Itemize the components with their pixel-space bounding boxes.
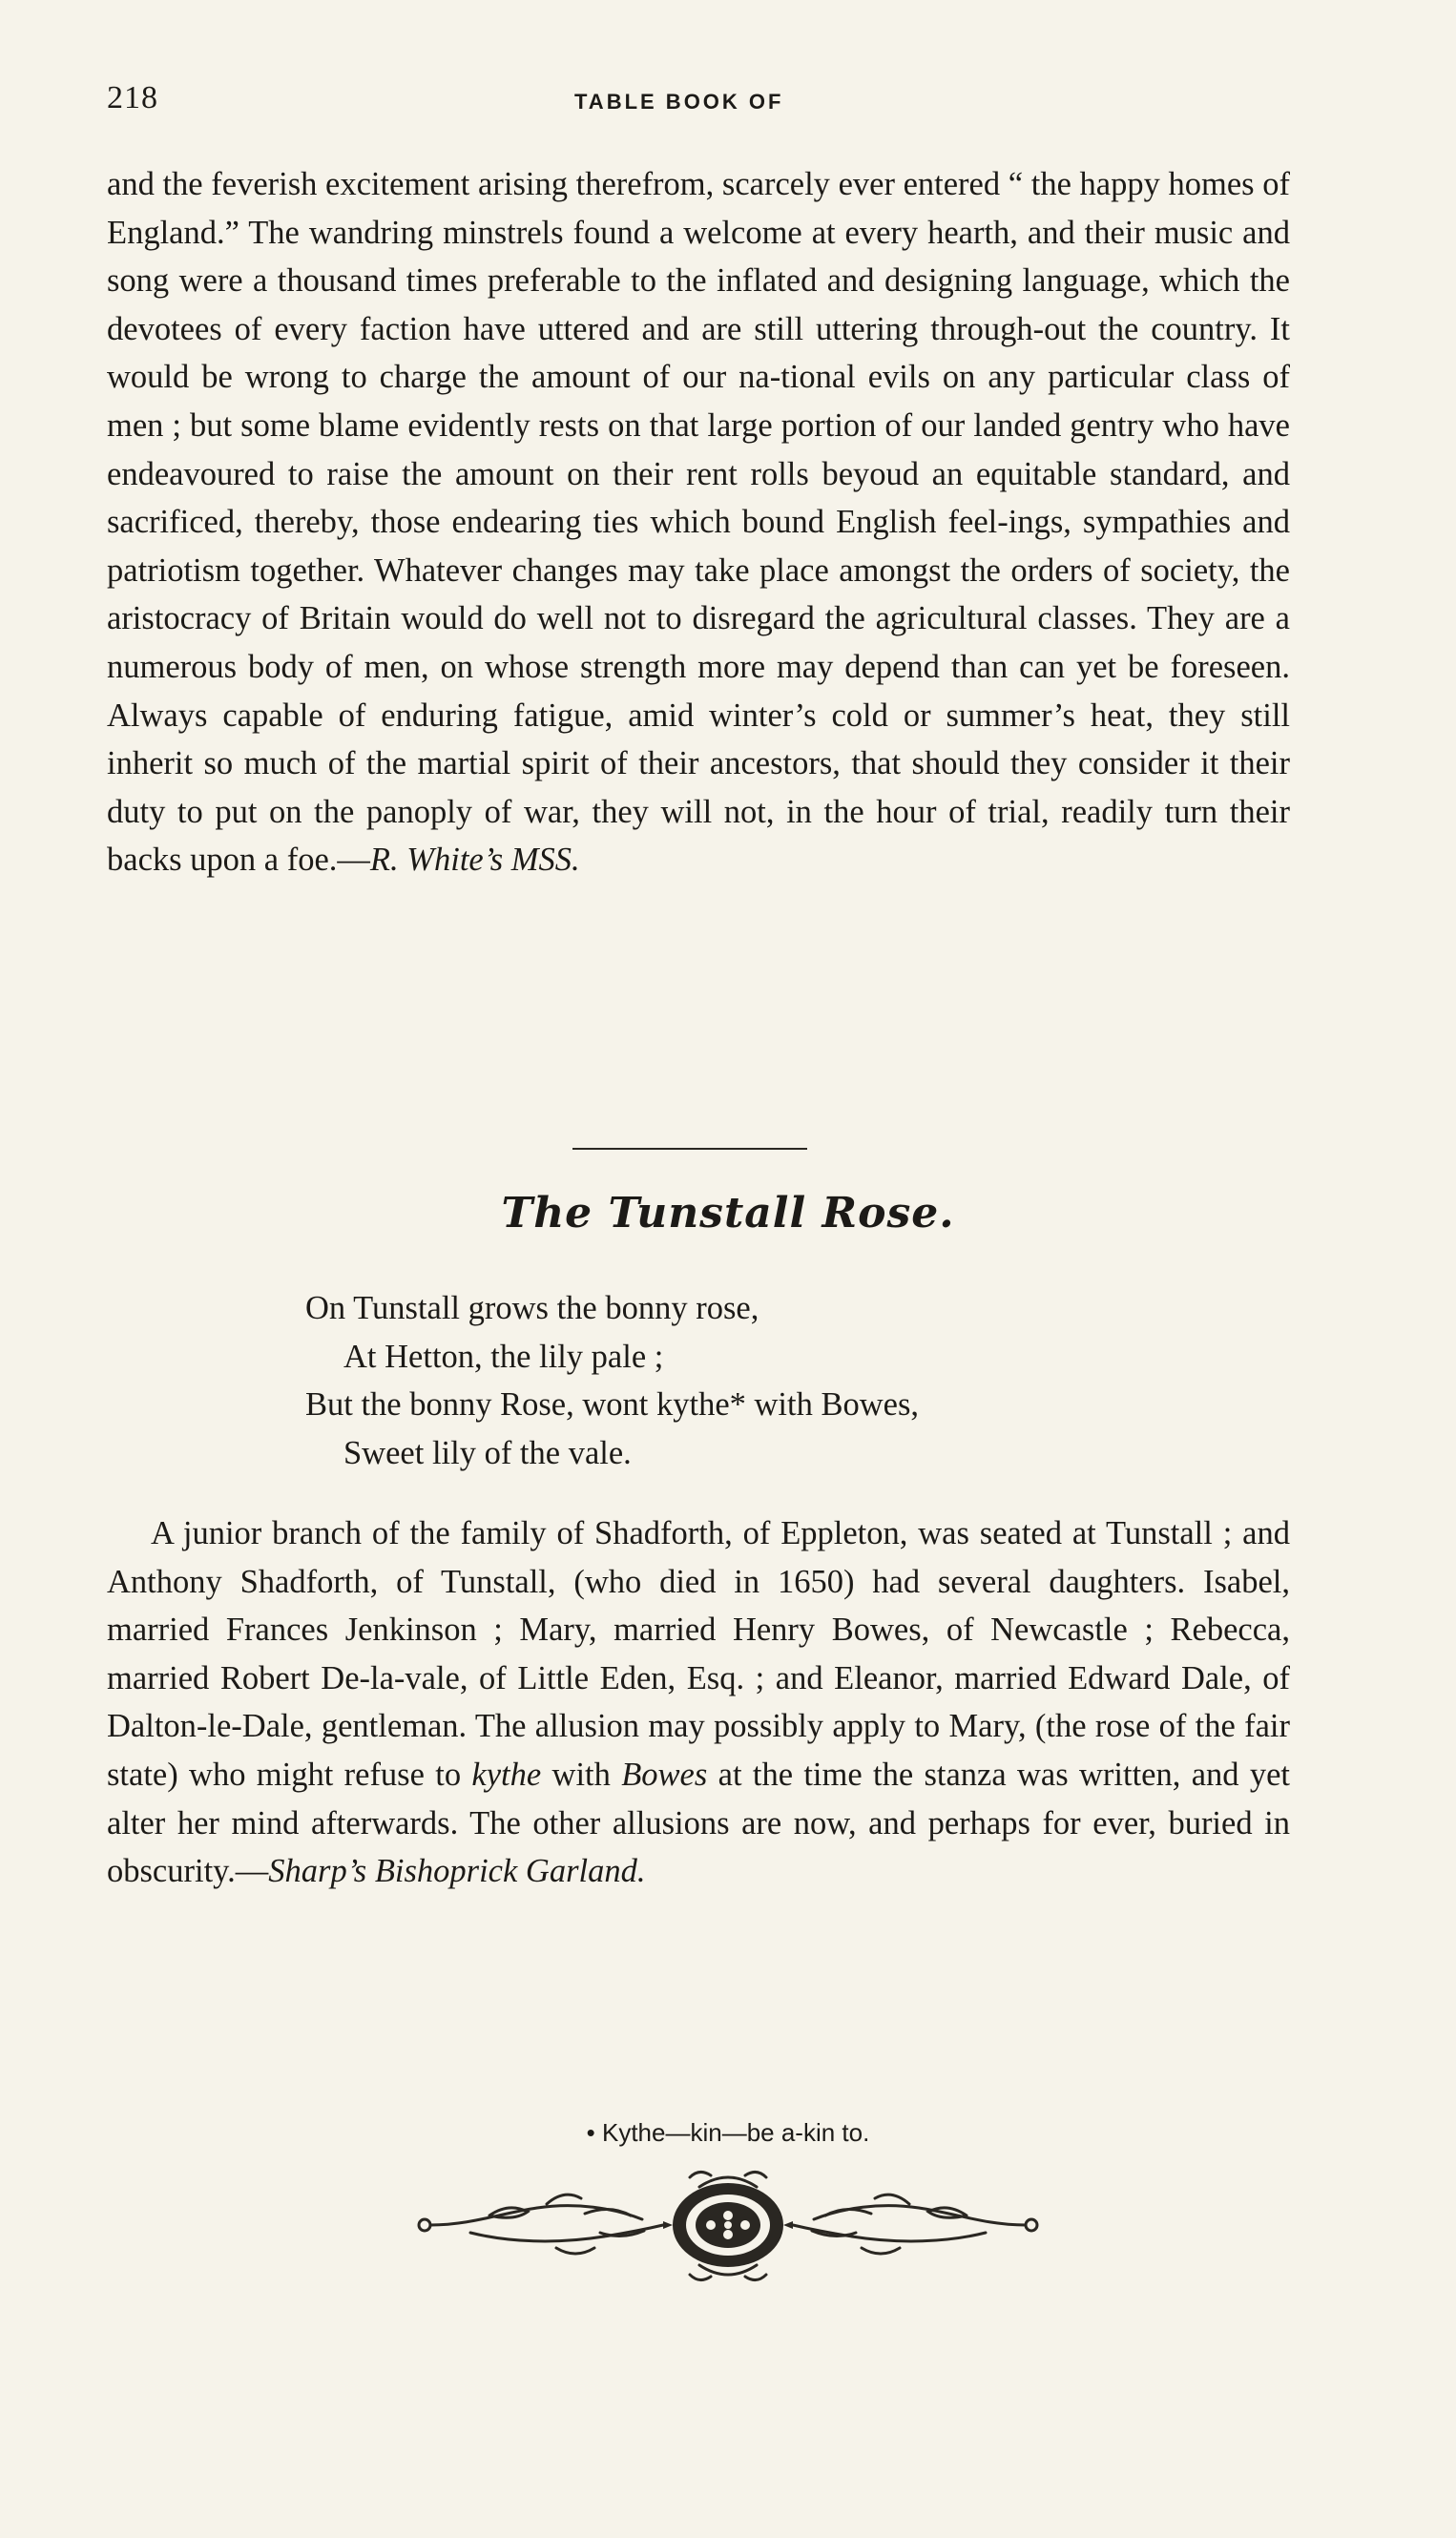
footnote: • Kythe—kin—be a-kin to. (586, 2118, 870, 2147)
paragraph-white-mss (107, 160, 1290, 884)
verse-line: But the bonny Rose, wont kythe* with Bowes, (305, 1386, 920, 1424)
word-kythe: kythe (471, 1756, 542, 1793)
section-divider (572, 1148, 807, 1150)
page-header (107, 80, 1290, 128)
verse-stanza (305, 1284, 919, 1477)
verse-line: Sweet lily of the vale. (343, 1434, 632, 1471)
word-bowes: Bowes (621, 1756, 708, 1793)
paragraph-2-text-a: A junior branch of the family of Shadforth, of Eppleton, was seated at Tunstall ; and Anthony Shadforth, of Tunstall, (who died in 1650) had several daughters. Isabel, married Frances Jenkinson ; Mary, married Henry Bowes, of Newcastle ; Rebecca, married Robert De-la-vale, of Little Eden, Esq. ; and Eleanor, married Edward Dale, of Dalton-le-Dale, gentleman. The allusion may possibly apply to Mary, (the rose of the fair state) who might refuse to (107, 1515, 1290, 1793)
verse-line: At Hetton, the lily pale ; (343, 1338, 664, 1375)
page-number: 218 (107, 80, 158, 115)
ornament-icon (413, 2166, 1043, 2285)
paragraph-shadforth (107, 1509, 1290, 1896)
paragraph-2-text-b: with (541, 1756, 622, 1793)
citation-sharp: Sharp’s Bishoprick Garland. (268, 1853, 646, 1890)
running-title: TABLE BOOK OF (574, 90, 784, 114)
paragraph-2-text-c: at the time the stanza was written, and yet alter her mind afterwards. The other allusions are now, and perhaps for ever, buried in obscurity.— (107, 1756, 1290, 1890)
verse-line: On Tunstall grows the bonny rose, (305, 1290, 759, 1326)
paragraph-1-text: and the feverish excitement arising therefrom, scarcely ever entered “ the happy homes of England.” The wandring minstrels found a welcome at every hearth, and their music and song were a thousand times preferable to the inflated and designing language, which the devotees of every faction have uttered and are still uttering through-out the country. It would be wrong to charge the amount of our na-tional evils on any particular class of men ; but some blame evidently rests on that large portion of our landed gentry who have endeavoured to raise the amount on their rent rolls beyoud an equitable standard, and sacrificed, thereby, those endearing ties which bound English feel-ings, sympathies and patriotism together. Whatever changes may take place amongst the orders of society, the aristocracy of Britain would do well not to disregard the agricultural classes. They are a numerous body of men, on whose strength more may depend than can yet be foreseen. Always capable of enduring fatigue, amid winter’s cold or summer’s heat, they still inherit so much of the martial spirit of their ancestors, that should they consider it their duty to put on the panoply of war, they will not, in the hour of trial, readily turn their backs upon a foe.— (107, 166, 1290, 879)
citation-white-mss: R. White’s MSS. (369, 842, 580, 879)
section-title: The Tunstall Rose. (501, 1189, 955, 1238)
